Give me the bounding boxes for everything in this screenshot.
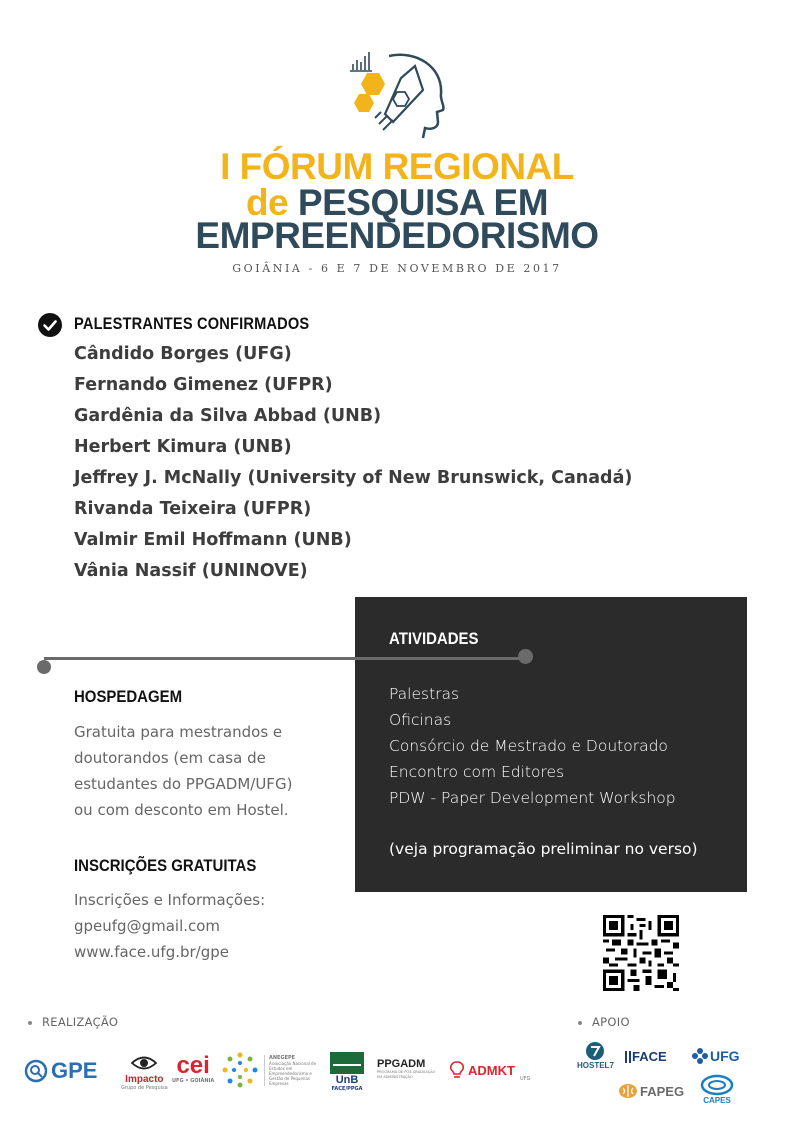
- activities-heading: ATIVIDADES: [389, 629, 479, 648]
- lodging-line: doutorandos (em casa de: [74, 749, 266, 767]
- realizacao-label: REALIZAÇÃO: [28, 1015, 118, 1029]
- lodging-line: Gratuita para mestrandos e: [74, 723, 283, 741]
- unb-logo: UnB FACE/PPGA: [330, 1052, 364, 1092]
- registration-text: [74, 887, 265, 965]
- check-circle-icon: [38, 313, 62, 337]
- activity-item: Consórcio de Mestrado e Doutorado: [389, 737, 668, 755]
- anegepe-logo: ANEGEPE Associação Nacional de Estudos em Empreendedorismo e Gestão de Pequenas Empresas: [222, 1052, 324, 1088]
- forum-logo-icon: [345, 48, 455, 140]
- admkt-bulb-icon: [448, 1060, 466, 1080]
- title-line-2-text: PESQUISA EM: [297, 182, 549, 223]
- capes-swirl-icon: [700, 1074, 734, 1096]
- fapeg-logo: FAPEG: [618, 1082, 684, 1100]
- gpe-logo: GPE: [24, 1058, 97, 1084]
- registration-info-label: Inscrições e Informações:: [74, 891, 266, 909]
- divider-line: [44, 657, 525, 660]
- hostel7-logo: HOSTEL7: [577, 1041, 614, 1070]
- speakers-heading: PALESTRANTES CONFIRMADOS: [74, 314, 310, 333]
- lodging-text: [74, 719, 292, 823]
- lodging-heading: HOSPEDAGEM: [74, 687, 183, 706]
- activity-item: Encontro com Editores: [389, 763, 565, 781]
- ufg-logo: UFG: [692, 1048, 740, 1064]
- impacto-eye-icon: [130, 1052, 158, 1074]
- divider-dot: [37, 660, 51, 674]
- speaker-item: Valmir Emil Hoffmann (UNB): [74, 530, 352, 550]
- speaker-item: Gardênia da Silva Abbad (UNB): [74, 406, 382, 426]
- activities-box: [355, 597, 747, 892]
- speaker-item: Rivanda Teixeira (UFPR): [74, 499, 312, 519]
- hostel7-seven-icon: [585, 1041, 605, 1061]
- speaker-item: Herbert Kimura (UNB): [74, 437, 292, 457]
- anegepe-dots-icon: [222, 1052, 258, 1088]
- event-date-location: GOIÂNIA - 6 E 7 DE NOVEMBRO DE 2017: [232, 262, 562, 275]
- title-line-1: I FÓRUM REGIONAL: [220, 146, 574, 187]
- impacto-logo: Impacto Grupo de Pesquisa: [121, 1052, 168, 1091]
- speaker-item: Cândido Borges (UFG): [74, 344, 292, 364]
- activities-note: (veja programação preliminar no verso): [389, 840, 698, 858]
- admkt-logo: ADMKT UFG: [448, 1060, 515, 1080]
- qr-code-icon[interactable]: [603, 915, 679, 991]
- ppgadm-logo: PPGADM PROGRAMA DE PÓS-GRADUAÇÃO EM ADMINISTRAÇÃO: [377, 1058, 436, 1079]
- divider-dot: [518, 649, 533, 664]
- activity-item: Palestras: [389, 685, 460, 703]
- title-line-3: EMPREENDEDORISMO: [195, 215, 599, 256]
- lodging-line: ou com desconto em Hostel.: [74, 801, 289, 819]
- lodging-line: estudantes do PPGADM/UFG): [74, 775, 293, 793]
- face-logo: FACE: [625, 1049, 667, 1064]
- speaker-item: Jeffrey J. McNally (University of New Brunswick, Canadá): [74, 468, 633, 488]
- fapeg-brain-icon: [618, 1082, 638, 1100]
- registration-email[interactable]: gpeufg@gmail.com: [74, 917, 221, 935]
- capes-logo: CAPES: [700, 1074, 734, 1105]
- speaker-item: Vânia Nassif (UNINOVE): [74, 561, 308, 581]
- registration-heading: INSCRIÇÕES GRATUITAS: [74, 856, 257, 875]
- gpe-magnifier-icon: [24, 1059, 48, 1083]
- activities-list: [389, 681, 676, 811]
- title-de: de: [245, 182, 289, 223]
- speakers-list: [74, 341, 632, 589]
- speaker-item: Fernando Gimenez (UFPR): [74, 375, 333, 395]
- cei-logo: cei UFG • GOIÂNIA: [172, 1052, 215, 1084]
- ufg-flower-icon: [692, 1048, 708, 1064]
- activity-item: PDW - Paper Development Workshop: [389, 789, 676, 807]
- apoio-label: APOIO: [578, 1015, 630, 1029]
- registration-website[interactable]: www.face.ufg.br/gpe: [74, 943, 230, 961]
- activity-item: Oficinas: [389, 711, 452, 729]
